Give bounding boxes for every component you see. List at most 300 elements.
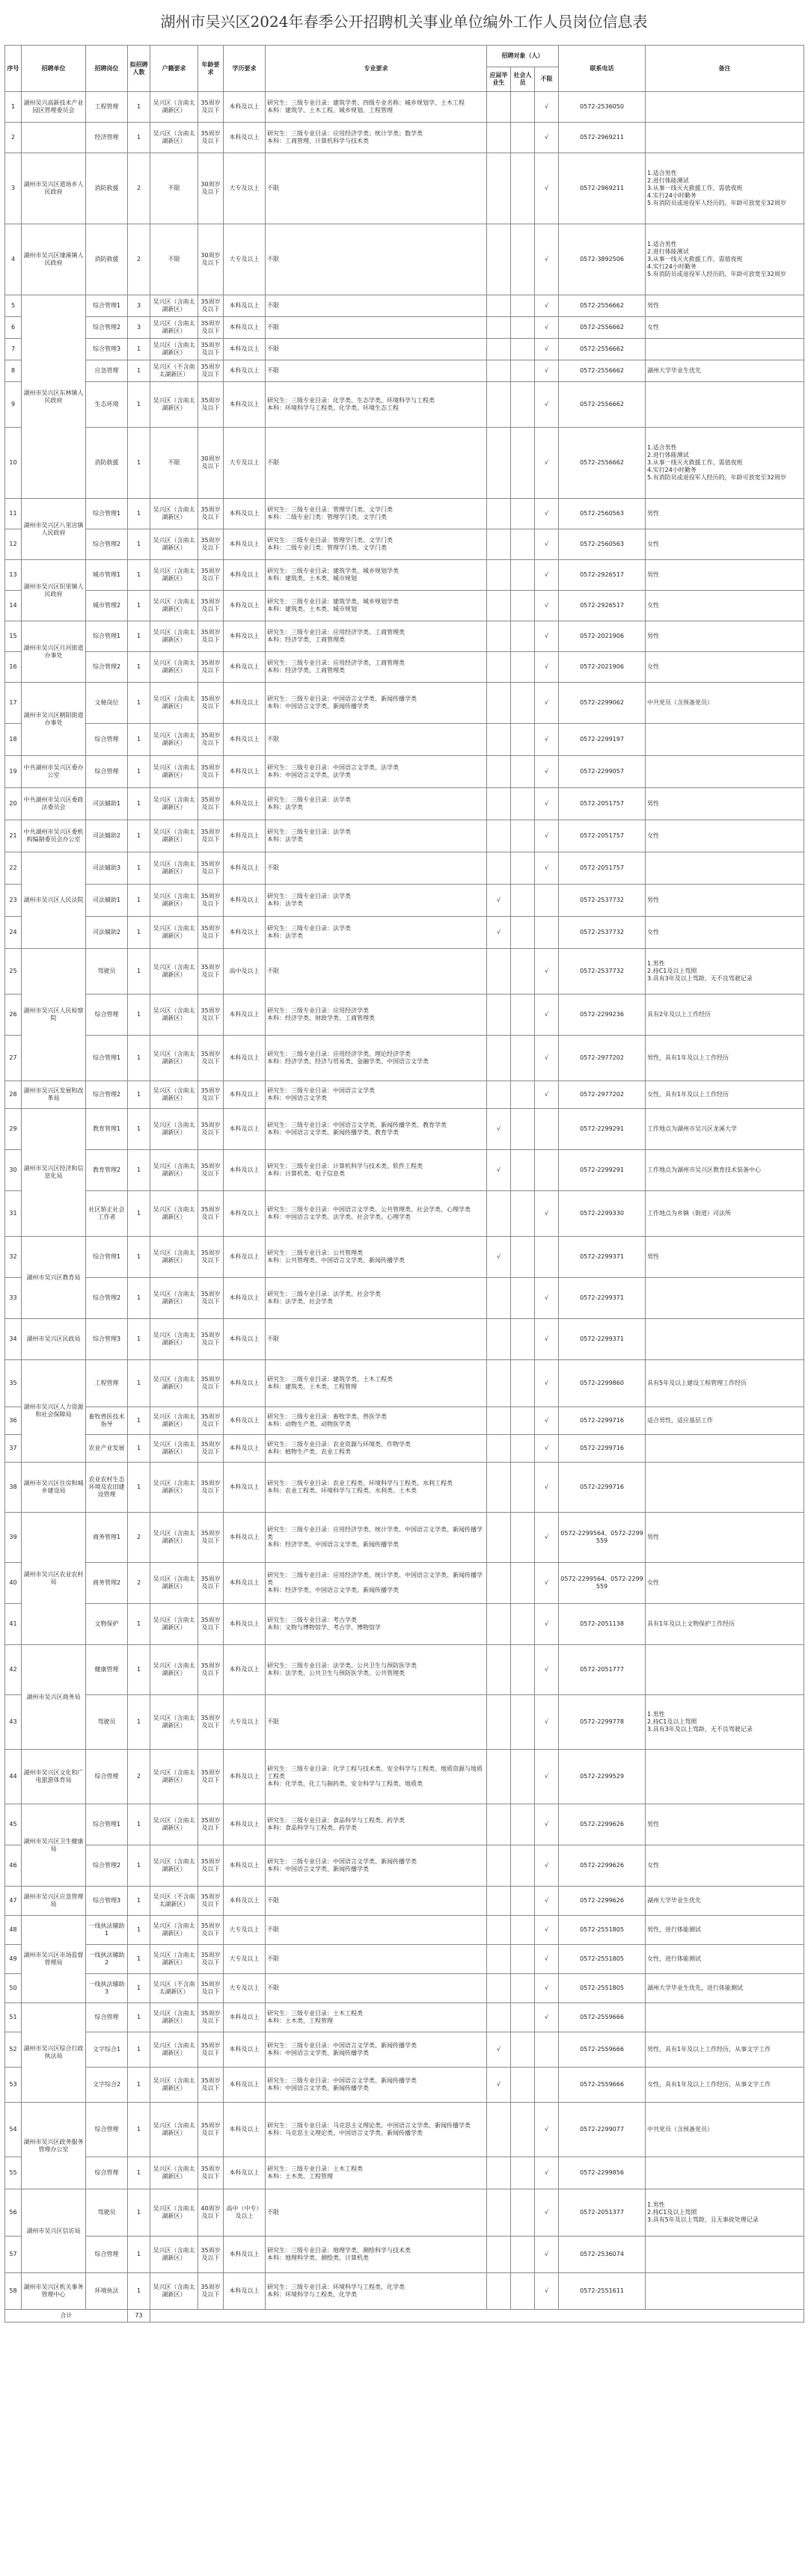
header-edu: 学历要求 bbox=[224, 46, 266, 92]
row-fresh bbox=[487, 820, 511, 852]
row-major: 研究生：三级专业目录：建筑学类、城乡规划学类 本科：建筑类、土木类、城市规划 bbox=[266, 560, 487, 591]
row-hukou: 吴兴区（含南太湖新区） bbox=[150, 339, 198, 360]
row-social bbox=[511, 683, 535, 724]
table-row bbox=[5, 852, 804, 885]
row-hukou: 吴兴区（含南太湖新区） bbox=[150, 1804, 198, 1845]
row-note: 具有1年及以上文物保护工作经历 bbox=[646, 1604, 804, 1645]
row-seq: 17 bbox=[5, 683, 22, 724]
row-edu: 本科及以上 bbox=[224, 1360, 266, 1407]
row-note bbox=[646, 2003, 804, 2032]
row-note: 工作地点为乡镇（街道）司法所 bbox=[646, 1191, 804, 1237]
row-unlimited: √ bbox=[535, 1645, 559, 1695]
row-edu: 本科及以上 bbox=[224, 1319, 266, 1360]
row-note: 女性 bbox=[646, 1845, 804, 1887]
row-note: 中共党员（含预备党员） bbox=[646, 683, 804, 724]
row-major: 不限 bbox=[266, 1974, 487, 2003]
row-note: 1.适合男性 2.进行体能测试 3.从事一线灭火救援工作，需值夜班 4.实行24小时勤务 5.有消防员或退役军人经历的，年龄可放宽至32周岁 bbox=[646, 153, 804, 224]
row-fresh bbox=[487, 1695, 511, 1750]
table-row bbox=[5, 1237, 804, 1278]
row-note: 女性 bbox=[646, 917, 804, 949]
row-age: 35周岁及以下 bbox=[198, 1916, 224, 1945]
row-unit: 湖州市吴兴区道场乡人民政府 bbox=[22, 153, 86, 224]
row-major: 研究生：三级专业目录：中国语言文学类 本科：中国语言文学类 bbox=[266, 1081, 487, 1109]
row-fresh bbox=[487, 1435, 511, 1463]
row-social bbox=[511, 1319, 535, 1360]
row-social bbox=[511, 621, 535, 652]
row-hukou: 吴兴区（含南太湖新区） bbox=[150, 1945, 198, 1974]
row-unit: 中共湖州市吴兴区委机构编制委员会办公室 bbox=[22, 820, 86, 852]
row-num: 1 bbox=[128, 2003, 150, 2032]
row-phone: 0572-2299716 bbox=[559, 1407, 646, 1435]
row-seq: 13 bbox=[5, 560, 22, 591]
row-age: 35周岁及以下 bbox=[198, 339, 224, 360]
row-post: 文字综合2 bbox=[86, 2068, 128, 2103]
row-phone: 0572-2299291 bbox=[559, 1150, 646, 1191]
row-note bbox=[646, 123, 804, 153]
row-fresh bbox=[487, 2103, 511, 2157]
row-fresh bbox=[487, 788, 511, 820]
row-hukou: 吴兴区（含南太湖新区） bbox=[150, 295, 198, 317]
row-fresh bbox=[487, 529, 511, 560]
row-hukou: 吴兴区（含南太湖新区） bbox=[150, 591, 198, 621]
row-fresh bbox=[487, 499, 511, 529]
row-social bbox=[511, 788, 535, 820]
row-fresh bbox=[487, 1191, 511, 1237]
row-fresh bbox=[487, 1081, 511, 1109]
page-title: 湖州市吴兴区2024年春季公开招聘机关事业单位编外工作人员岗位信息表 bbox=[160, 13, 648, 31]
row-phone: 0572-2560563 bbox=[559, 499, 646, 529]
row-phone: 0572-2299529 bbox=[559, 1750, 646, 1804]
row-phone: 0572-2556662 bbox=[559, 295, 646, 317]
row-phone: 0572-2536074 bbox=[559, 2237, 646, 2273]
row-social bbox=[511, 1407, 535, 1435]
row-age: 35周岁及以下 bbox=[198, 621, 224, 652]
row-hukou: 吴兴区（含南太湖新区） bbox=[150, 2068, 198, 2103]
row-seq: 56 bbox=[5, 2189, 22, 2237]
table-row bbox=[5, 2003, 804, 2032]
row-num: 1 bbox=[128, 1804, 150, 1845]
row-unit: 湖州市吴兴区教育局 bbox=[22, 1237, 86, 1319]
row-age: 35周岁及以下 bbox=[198, 360, 224, 382]
row-phone: 0572-2299330 bbox=[559, 1191, 646, 1237]
table-row bbox=[5, 2157, 804, 2189]
row-unlimited: √ bbox=[535, 1750, 559, 1804]
row-num: 1 bbox=[128, 852, 150, 885]
table-row bbox=[5, 1150, 804, 1191]
row-phone: 0572-2299062 bbox=[559, 683, 646, 724]
row-fresh: √ bbox=[487, 1109, 511, 1150]
row-edu: 本科及以上 bbox=[224, 1407, 266, 1435]
row-edu: 大专及以上 bbox=[224, 1974, 266, 2003]
row-fresh bbox=[487, 1463, 511, 1513]
row-age: 35周岁及以下 bbox=[198, 949, 224, 995]
row-num: 1 bbox=[128, 2032, 150, 2068]
row-post: 一线执法辅助3 bbox=[86, 1974, 128, 2003]
row-age: 35周岁及以下 bbox=[198, 1974, 224, 2003]
row-social bbox=[511, 949, 535, 995]
row-unit: 湖州市吴兴区埭溪镇人民政府 bbox=[22, 224, 86, 295]
row-hukou: 吴兴区（含南太湖新区） bbox=[150, 652, 198, 683]
row-unit: 湖州市吴兴区朝阳街道办事处 bbox=[22, 683, 86, 756]
row-post: 生态环境 bbox=[86, 382, 128, 428]
row-social bbox=[511, 2273, 535, 2310]
row-social bbox=[511, 1278, 535, 1319]
row-social bbox=[511, 724, 535, 756]
row-age: 35周岁及以下 bbox=[198, 652, 224, 683]
row-unlimited: √ bbox=[535, 2189, 559, 2237]
row-unlimited: √ bbox=[535, 153, 559, 224]
row-seq: 8 bbox=[5, 360, 22, 382]
row-post: 综合管理3 bbox=[86, 1319, 128, 1360]
row-note: 男性 bbox=[646, 1804, 804, 1845]
row-phone: 0572-2969211 bbox=[559, 153, 646, 224]
row-major: 研究生：三级专业目录：建筑学类；四级专业名称：城乡规划学、土木工程 本科：建筑学、土木工程、城乡规划、工程管理 bbox=[266, 92, 487, 123]
row-post: 综合管理2 bbox=[86, 1278, 128, 1319]
row-hukou: 吴兴区（含南太湖新区） bbox=[150, 1513, 198, 1563]
row-seq: 12 bbox=[5, 529, 22, 560]
row-note: 1.男性 2.持C1及以上驾照 3.具有5年及以上驾龄，且无事故处理记录 bbox=[646, 2189, 804, 2237]
row-major: 研究生：三级专业目录：中国语言文学类、新闻传播学类、教育学类 本科：中国语言文学类、新闻传播学类、教育学类 bbox=[266, 1109, 487, 1150]
row-seq: 30 bbox=[5, 1150, 22, 1191]
row-post: 文秘岗位 bbox=[86, 683, 128, 724]
row-seq: 46 bbox=[5, 1845, 22, 1887]
row-age: 30周岁及以下 bbox=[198, 428, 224, 499]
row-num: 1 bbox=[128, 2237, 150, 2273]
row-fresh bbox=[487, 1750, 511, 1804]
row-major: 研究生：三级专业目录：管理学门类、文学门类 本科：二级专业门类：管理学门类、文学门类 bbox=[266, 499, 487, 529]
row-post: 综合管理1 bbox=[86, 295, 128, 317]
row-phone: 0572-2051777 bbox=[559, 1645, 646, 1695]
row-note: 湖州大学毕业生优先，进行体能测试 bbox=[646, 1974, 804, 2003]
row-major: 不限 bbox=[266, 153, 487, 224]
table-row bbox=[5, 1407, 804, 1435]
row-seq: 25 bbox=[5, 949, 22, 995]
row-num: 1 bbox=[128, 1435, 150, 1463]
header-phone: 联系电话 bbox=[559, 46, 646, 92]
row-unlimited bbox=[535, 2068, 559, 2103]
row-major: 不限 bbox=[266, 428, 487, 499]
row-num: 1 bbox=[128, 1845, 150, 1887]
row-hukou: 不限 bbox=[150, 428, 198, 499]
row-major: 研究生：三级专业目录：化学工程与技术类、安全科学与工程类、地质资源与地质工程类 本科：化学类、化工与制药类、安全科学与工程类、地质类 bbox=[266, 1750, 487, 1804]
row-hukou: 吴兴区（含南太湖新区） bbox=[150, 1081, 198, 1109]
row-phone: 0572-2299626 bbox=[559, 1887, 646, 1916]
row-post: 工程管理 bbox=[86, 92, 128, 123]
row-edu: 本科及以上 bbox=[224, 1887, 266, 1916]
table-row bbox=[5, 1109, 804, 1150]
row-unlimited: √ bbox=[535, 224, 559, 295]
row-age: 35周岁及以下 bbox=[198, 820, 224, 852]
row-post: 综合管理2 bbox=[86, 1845, 128, 1887]
row-num: 1 bbox=[128, 1645, 150, 1695]
row-social bbox=[511, 1750, 535, 1804]
row-note: 具有5年及以上建设工程管理工作经历 bbox=[646, 1360, 804, 1407]
row-num: 1 bbox=[128, 92, 150, 123]
row-post: 综合管理3 bbox=[86, 1887, 128, 1916]
row-unlimited: √ bbox=[535, 1604, 559, 1645]
row-phone: 0572-2537732 bbox=[559, 949, 646, 995]
row-edu: 本科及以上 bbox=[224, 995, 266, 1036]
row-hukou: 吴兴区（含南太湖新区） bbox=[150, 995, 198, 1036]
row-major: 不限 bbox=[266, 949, 487, 995]
row-post: 城市管理1 bbox=[86, 560, 128, 591]
row-social bbox=[511, 995, 535, 1036]
row-seq: 41 bbox=[5, 1604, 22, 1645]
table-row bbox=[5, 2237, 804, 2273]
row-post: 司法辅助2 bbox=[86, 917, 128, 949]
row-age: 35周岁及以下 bbox=[198, 92, 224, 123]
table-row bbox=[5, 123, 804, 153]
row-fresh bbox=[487, 92, 511, 123]
row-post: 综合管理 bbox=[86, 2103, 128, 2157]
row-phone: 0572-2556662 bbox=[559, 339, 646, 360]
table-row bbox=[5, 724, 804, 756]
row-hukou: 吴兴区（含南太湖新区） bbox=[150, 1407, 198, 1435]
row-unlimited: √ bbox=[535, 652, 559, 683]
row-num: 1 bbox=[128, 652, 150, 683]
row-edu: 本科及以上 bbox=[224, 1278, 266, 1319]
row-edu: 本科及以上 bbox=[224, 2237, 266, 2273]
row-post: 司法辅助3 bbox=[86, 852, 128, 885]
row-note bbox=[646, 1319, 804, 1360]
row-phone: 0572-2556662 bbox=[559, 382, 646, 428]
row-unlimited: √ bbox=[535, 852, 559, 885]
row-edu: 高中及以上 bbox=[224, 949, 266, 995]
row-fresh bbox=[487, 1036, 511, 1081]
row-post: 综合管理 bbox=[86, 995, 128, 1036]
row-social bbox=[511, 428, 535, 499]
row-age: 35周岁及以下 bbox=[198, 1036, 224, 1081]
row-seq: 36 bbox=[5, 1407, 22, 1435]
row-edu: 本科及以上 bbox=[224, 1845, 266, 1887]
row-seq: 48 bbox=[5, 1916, 22, 1945]
row-fresh bbox=[487, 123, 511, 153]
row-num: 1 bbox=[128, 2068, 150, 2103]
row-phone: 0572-3892506 bbox=[559, 224, 646, 295]
row-seq: 26 bbox=[5, 995, 22, 1036]
row-unlimited: √ bbox=[535, 560, 559, 591]
row-major: 研究生：三级专业目录：中国语言文学类、新闻传播学类 本科：中国语言文学类、新闻传播学类 bbox=[266, 1845, 487, 1887]
row-note: 适合男性，适应基层工作 bbox=[646, 1407, 804, 1435]
row-social bbox=[511, 2068, 535, 2103]
row-major: 研究生：三级专业目录：法学类 本科：法学类 bbox=[266, 885, 487, 917]
row-num: 1 bbox=[128, 2189, 150, 2237]
row-major: 研究生：三级专业目录：马克思主义理论类、中国语言文学类、新闻传播学类 本科：马克思主义理论类、中国语言文学类、新闻传播学类 bbox=[266, 2103, 487, 2157]
row-phone: 0572-2299371 bbox=[559, 1278, 646, 1319]
table-row bbox=[5, 360, 804, 382]
row-seq: 40 bbox=[5, 1563, 22, 1604]
row-seq: 49 bbox=[5, 1945, 22, 1974]
row-post: 综合管理 bbox=[86, 756, 128, 788]
row-edu: 本科及以上 bbox=[224, 2103, 266, 2157]
row-phone: 0572-2299236 bbox=[559, 995, 646, 1036]
row-num: 1 bbox=[128, 885, 150, 917]
row-num: 1 bbox=[128, 683, 150, 724]
row-major: 研究生：三级专业目录：公共管理类 本科：公共管理类、中国语言文学类、新闻传播学类 bbox=[266, 1237, 487, 1278]
row-num: 3 bbox=[128, 295, 150, 317]
row-major: 研究生：三级专业目录：法学类 本科：法学类 bbox=[266, 788, 487, 820]
row-edu: 本科及以上 bbox=[224, 1109, 266, 1150]
row-note: 女性，进行体能测试 bbox=[646, 1945, 804, 1974]
row-edu: 本科及以上 bbox=[224, 820, 266, 852]
row-seq: 6 bbox=[5, 317, 22, 339]
row-unlimited: √ bbox=[535, 2103, 559, 2157]
row-social bbox=[511, 1945, 535, 1974]
header-note: 备注 bbox=[646, 46, 804, 92]
row-social bbox=[511, 153, 535, 224]
row-unit: 湖州市吴兴区综合行政执法局 bbox=[22, 2003, 86, 2103]
row-age: 35周岁及以下 bbox=[198, 1463, 224, 1513]
row-age: 35周岁及以下 bbox=[198, 852, 224, 885]
row-unlimited: √ bbox=[535, 317, 559, 339]
row-hukou: 吴兴区（含南太湖新区） bbox=[150, 2103, 198, 2157]
row-major: 不限 bbox=[266, 2189, 487, 2237]
row-unlimited: √ bbox=[535, 1945, 559, 1974]
row-note: 1.适合男性 2.进行体能测试 3.从事一线灭火救援工作，需值夜班 4.实行24小时勤务 5.有消防员或退役军人经历的，年龄可放宽至32周岁 bbox=[646, 428, 804, 499]
row-hukou: 吴兴区（含南太湖新区） bbox=[150, 852, 198, 885]
row-seq: 47 bbox=[5, 1887, 22, 1916]
row-fresh bbox=[487, 724, 511, 756]
row-seq: 33 bbox=[5, 1278, 22, 1319]
table-row bbox=[5, 529, 804, 560]
row-edu: 本科及以上 bbox=[224, 652, 266, 683]
row-num: 1 bbox=[128, 1150, 150, 1191]
row-unlimited: √ bbox=[535, 1804, 559, 1845]
row-unlimited: √ bbox=[535, 92, 559, 123]
row-post: 驾驶员 bbox=[86, 2189, 128, 2237]
row-post: 文物保护 bbox=[86, 1604, 128, 1645]
row-phone: 0572-2556662 bbox=[559, 360, 646, 382]
row-age: 40周岁及以下 bbox=[198, 2189, 224, 2237]
row-hukou: 吴兴区（含南太湖新区） bbox=[150, 724, 198, 756]
row-post: 综合管理2 bbox=[86, 317, 128, 339]
row-note: 女性 bbox=[646, 591, 804, 621]
row-social bbox=[511, 1645, 535, 1695]
row-post: 一线执法辅助1 bbox=[86, 1916, 128, 1945]
row-num: 1 bbox=[128, 499, 150, 529]
row-phone: 0572-2969211 bbox=[559, 123, 646, 153]
row-edu: 本科及以上 bbox=[224, 1563, 266, 1604]
row-num: 1 bbox=[128, 917, 150, 949]
header-social: 社会人员 bbox=[511, 67, 535, 92]
row-note: 男性 bbox=[646, 885, 804, 917]
row-major: 研究生：三级专业目录：环境科学与工程类、化学类 本科：环境科学与工程类、化学类 bbox=[266, 2273, 487, 2310]
row-num: 1 bbox=[128, 1360, 150, 1407]
row-note: 女性 bbox=[646, 1563, 804, 1604]
row-note: 女性，具有1年及以上工作经历，从事文字工作 bbox=[646, 2068, 804, 2103]
row-hukou: 吴兴区（含南太湖新区） bbox=[150, 317, 198, 339]
row-major: 研究生：三级专业目录：应用经济学类、统计学类、中国语言文学类、新闻传播学类 本科：经济学类、中国语言文学类、新闻传播学类 bbox=[266, 1563, 487, 1604]
row-seq: 10 bbox=[5, 428, 22, 499]
row-unlimited: √ bbox=[535, 683, 559, 724]
row-hukou: 吴兴区（含南太湖新区） bbox=[150, 788, 198, 820]
row-age: 35周岁及以下 bbox=[198, 499, 224, 529]
row-unit: 湖州市吴兴区月河街道办事处 bbox=[22, 621, 86, 683]
row-fresh bbox=[487, 1563, 511, 1604]
row-fresh bbox=[487, 295, 511, 317]
row-hukou: 吴兴区（含南太湖新区） bbox=[150, 1645, 198, 1695]
row-unit: 湖州市吴兴区人民法院 bbox=[22, 852, 86, 949]
row-unlimited: √ bbox=[535, 2157, 559, 2189]
row-note: 男性，具有1年及以上工作经历，从事文字工作 bbox=[646, 2032, 804, 2068]
table-row bbox=[5, 995, 804, 1036]
row-fresh bbox=[487, 621, 511, 652]
row-major: 研究生：三级专业目录：应用经济学类；统计学类；数学类 本科：工商管理、计算机科学与技术类 bbox=[266, 123, 487, 153]
row-unit: 湖州市吴兴区政务服务管理办公室 bbox=[22, 2103, 86, 2189]
row-age: 30周岁及以下 bbox=[198, 224, 224, 295]
row-major: 不限 bbox=[266, 852, 487, 885]
row-unlimited: √ bbox=[535, 339, 559, 360]
row-fresh bbox=[487, 591, 511, 621]
row-num: 1 bbox=[128, 788, 150, 820]
row-social bbox=[511, 2032, 535, 2068]
table-row bbox=[5, 382, 804, 428]
row-social bbox=[511, 224, 535, 295]
row-num: 1 bbox=[128, 2273, 150, 2310]
row-major: 研究生：三级专业目录：农业工程类、环境科学与工程类、水利工程类 本科：农业工程类、环境科学与工程类、水利类、土木类 bbox=[266, 1463, 487, 1513]
table-row bbox=[5, 428, 804, 499]
row-fresh bbox=[487, 1645, 511, 1695]
row-age: 35周岁及以下 bbox=[198, 2003, 224, 2032]
row-unit: 湖州市吴兴区农业农村局 bbox=[22, 1513, 86, 1645]
row-age: 35周岁及以下 bbox=[198, 123, 224, 153]
row-post: 农业产业发展 bbox=[86, 1435, 128, 1463]
row-seq: 54 bbox=[5, 2103, 22, 2157]
row-num: 3 bbox=[128, 317, 150, 339]
row-unlimited: √ bbox=[535, 1916, 559, 1945]
row-hukou: 吴兴区（含南太湖新区） bbox=[150, 2157, 198, 2189]
row-fresh bbox=[487, 1513, 511, 1563]
row-fresh bbox=[487, 317, 511, 339]
row-phone: 0572-2299716 bbox=[559, 1463, 646, 1513]
row-num: 2 bbox=[128, 1750, 150, 1804]
row-note: 工作地点为湖州市吴兴区龙溪大学 bbox=[646, 1109, 804, 1150]
row-seq: 24 bbox=[5, 917, 22, 949]
table-row bbox=[5, 1278, 804, 1319]
row-note: 湖州大学毕业生优先 bbox=[646, 1887, 804, 1916]
row-hukou: 吴兴区（含南太湖新区） bbox=[150, 1237, 198, 1278]
row-major: 不限 bbox=[266, 1945, 487, 1974]
row-phone: 0572-2299856 bbox=[559, 2157, 646, 2189]
row-fresh bbox=[487, 360, 511, 382]
row-seq: 14 bbox=[5, 591, 22, 621]
table-row bbox=[5, 949, 804, 995]
row-age: 35周岁及以下 bbox=[198, 1407, 224, 1435]
row-seq: 18 bbox=[5, 724, 22, 756]
table-row bbox=[5, 2189, 804, 2237]
row-major: 研究生：三级专业目录：中国语言文学类、新闻传播学类 本科：中国语言文学类、新闻传播学类 bbox=[266, 2032, 487, 2068]
row-fresh bbox=[487, 2189, 511, 2237]
row-seq: 50 bbox=[5, 1974, 22, 2003]
row-unit: 湖州市吴兴区东林镇人民政府 bbox=[22, 295, 86, 499]
row-post: 综合管理2 bbox=[86, 652, 128, 683]
row-age: 35周岁及以下 bbox=[198, 995, 224, 1036]
row-major: 研究生：三级专业目录：法学类 本科：法学类 bbox=[266, 917, 487, 949]
row-seq: 7 bbox=[5, 339, 22, 360]
row-unlimited: √ bbox=[535, 621, 559, 652]
row-note bbox=[646, 852, 804, 885]
table-row bbox=[5, 560, 804, 591]
row-edu: 本科及以上 bbox=[224, 339, 266, 360]
row-hukou: 不限 bbox=[150, 153, 198, 224]
row-unlimited: √ bbox=[535, 1407, 559, 1435]
row-num: 1 bbox=[128, 428, 150, 499]
row-phone: 0572-2021906 bbox=[559, 621, 646, 652]
row-hukou: 吴兴区（含南太湖新区） bbox=[150, 2032, 198, 2068]
row-post: 消防救援 bbox=[86, 153, 128, 224]
row-seq: 58 bbox=[5, 2273, 22, 2310]
row-age: 35周岁及以下 bbox=[198, 683, 224, 724]
